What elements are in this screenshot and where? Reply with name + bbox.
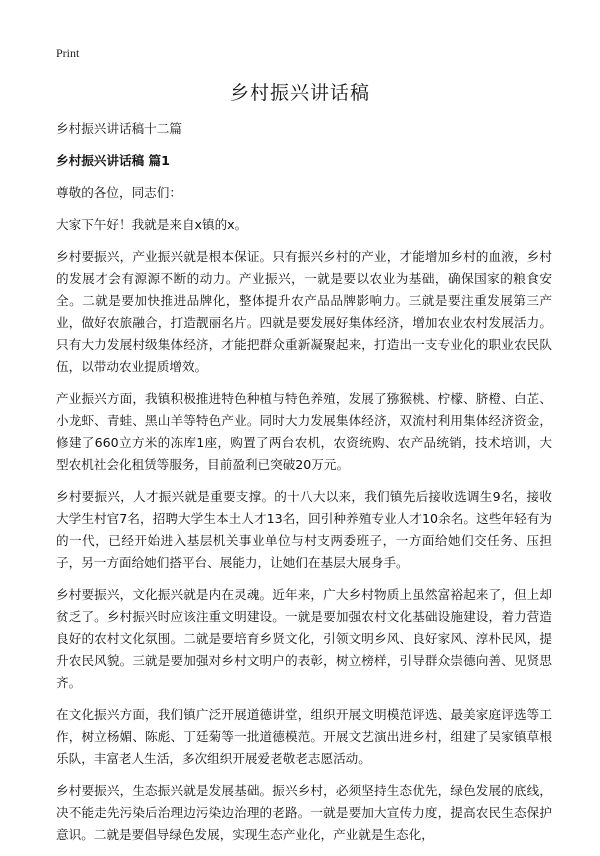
section-heading: 乡村振兴讲话稿 篇1 <box>56 153 170 168</box>
opening-line: 大家下午好！我就是来自x镇的x。 <box>56 217 248 232</box>
greeting: 尊敬的各位，同志们： <box>56 185 182 200</box>
document-body <box>56 118 552 856</box>
body-paragraph: 产业振兴方面，我镇积极推进特色种植与特色养殖，发展了猕猴桃、柠檬、脐橙、白芷、小龙虾、青蛙、黑山羊等特色产业。同时大力发展集体经济，双流村利用集体经济资金，修建了660立方米的冻库1座，购置了两台农机，农资统购、农产品统销，技术培训，大型农机社会化租赁等服务，目前盈利已突破20万元。 <box>56 391 552 472</box>
body-paragraph: 在文化振兴方面，我们镇广泛开展道德讲堂，组织开展文明模范评选、最美家庭评选等工作，树立杨媚、陈彪、丁廷菊等一批道德模范。开展文艺演出进乡村，组建了吴家镇草根乐队，丰富老人生活，多次组织开展爱老敬老志愿活动。 <box>56 707 552 766</box>
body-paragraph: 乡村要振兴，生态振兴就是发展基础。振兴乡村，必须坚持生态优先，绿色发展的底线，决不能走先污染后治理边污染边治理的老路。一就是要加大宣传力度，提高农民生态保护意识。二就是要倡导绿色发展，实现生态产业化，产业就是生态化， <box>56 783 552 842</box>
page-title: 乡村振兴讲话稿 <box>229 82 370 104</box>
document-subtitle: 乡村振兴讲话稿十二篇 <box>56 121 182 136</box>
print-link[interactable]: Print <box>56 46 80 60</box>
body-paragraph: 乡村要振兴，人才振兴就是重要支撑。的十八大以来，我们镇先后接收选调生9名，接收大学生村官7名，招聘大学生本土人才13名，回引种养殖专业人才10余名。这些年轻有为的一代，已经开始进入基层机关事业单位与村支两委班子，一方面给她们交任务、压担子，另一方面给她们搭平台、展能力，让她们在基层大展身手。 <box>56 489 552 570</box>
body-paragraph: 乡村要振兴，文化振兴就是内在灵魂。近年来，广大乡村物质上虽然富裕起来了，但上却贫乏了。乡村振兴时应该注重文明建设。一就是要加强农村文化基础设施建设，着力营造良好的农村文化氛围。二就是要培育乡贤文化，引领文明乡风、良好家风、淳朴民风，提升农民风貌。三就是要加强对乡村文明户的表彰，树立榜样，引导群众崇德向善、见贤思齐。 <box>56 587 552 690</box>
body-paragraph: 乡村要振兴，产业振兴就是根本保证。只有振兴乡村的产业，才能增加乡村的血液，乡村的发展才会有源源不断的动力。产业振兴，一就是要以农业为基础，确保国家的粮食安全。二就是要加快推进品牌化，整体提升农产品品牌影响力。三就是要注重发展第三产业，做好农旅融合，打造靓丽名片。四就是要发展好集体经济，增加农业农村发展活力。只有大力发展村级集体经济，才能把群众重新凝聚起来，打造出一支专业化的职业农民队伍，以带动农业提质增效。 <box>56 249 552 374</box>
